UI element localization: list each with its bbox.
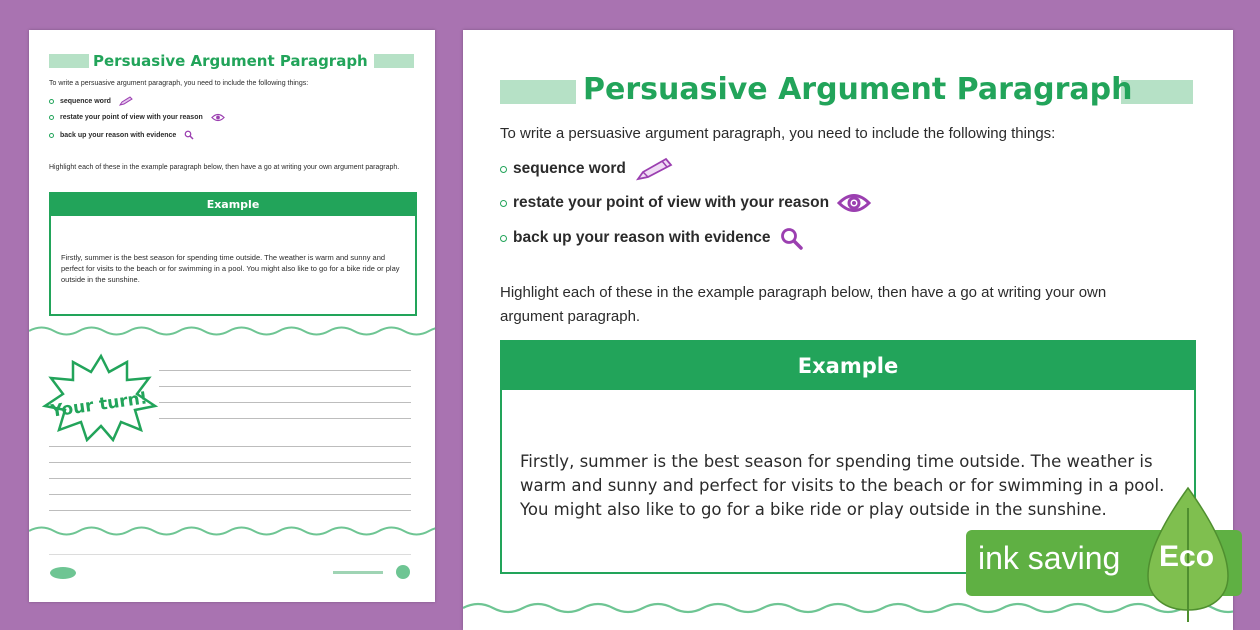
wave-divider: [463, 598, 1233, 618]
small-bullet-1: [49, 96, 133, 106]
bullet-dot: [49, 115, 54, 120]
small-example-heading: Example: [51, 194, 415, 216]
wave-divider-top: [29, 324, 435, 338]
small-intro: To write a persuasive argument paragraph, you need to include the following things:: [49, 80, 309, 87]
intro-text: To write a persuasive argument paragraph, you need to include the following things:: [500, 125, 1056, 142]
pencil-icon: [119, 96, 133, 106]
small-bullet-3-label: back up your reason with evidence: [60, 131, 177, 139]
small-instruction: Highlight each of these in the example paragraph below, then have a go at writing your own argument paragraph.: [49, 164, 400, 171]
example-heading: Example: [502, 342, 1194, 390]
page-title: Persuasive Argument Paragraph: [583, 72, 1133, 107]
ink-saving-label: ink saving: [978, 540, 1121, 576]
writing-line: [49, 494, 411, 495]
footer-page-marker: [333, 571, 383, 574]
title-bar-left: [49, 54, 89, 68]
wave-divider-bottom: [29, 524, 435, 538]
writing-line: [159, 418, 411, 419]
title-bar-right: [374, 54, 414, 68]
footer-logo-icon: [49, 566, 77, 580]
instruction-line-1: Highlight each of these in the example paragraph below, then have a go at writing your own: [500, 284, 1107, 301]
small-bullet-2: [49, 113, 225, 122]
writing-line: [49, 478, 411, 479]
small-title: Persuasive Argument Paragraph: [93, 52, 368, 70]
eye-icon: [211, 113, 225, 122]
writing-line: [159, 386, 411, 387]
small-bullet-2-label: restate your point of view with your reason: [60, 114, 203, 121]
writing-line: [49, 446, 411, 447]
footer-badge-icon: [395, 564, 411, 580]
writing-line: [159, 370, 411, 371]
bullet-dot: [49, 99, 54, 104]
footer-rule: [49, 554, 411, 555]
eye-icon: [837, 193, 871, 213]
small-example-box: [49, 192, 417, 316]
your-turn-text: Your turn!: [49, 388, 149, 422]
bullet-restate: [500, 192, 871, 214]
magnifier-icon: [184, 130, 194, 140]
bullet-sequence-word-label: sequence word: [513, 160, 626, 177]
title-bar-left: [500, 80, 576, 104]
your-turn-burst: [41, 352, 161, 442]
bullet-evidence-label: back up your reason with evidence: [513, 229, 771, 246]
small-bullet-1-label: sequence word: [60, 97, 111, 105]
bullet-dot: [500, 235, 507, 242]
worksheet-preview-small: [29, 30, 435, 602]
pencil-icon: [634, 156, 674, 182]
small-bullet-3: [49, 130, 194, 140]
small-example-text: Firstly, summer is the best season for spending time outside. The weather is warm and sunny and perfect for visits to the beach or for swimming in a pool. You might also like to go for a bike ride or play outside in the sunshine.: [61, 253, 400, 284]
magnifier-icon: [779, 226, 803, 250]
example-text: Firstly, summer is the best season for spending time outside. The weather is warm and sunny and perfect for visits to the beach or for swimming in a pool. You might also like to go for a bike ride or play outside in the sunshine.: [520, 452, 1165, 519]
writing-line: [49, 462, 411, 463]
bullet-dot: [49, 133, 54, 138]
bullet-evidence: [500, 227, 803, 249]
writing-line: [49, 510, 411, 511]
eco-label: Eco: [1159, 540, 1215, 573]
bullet-dot: [500, 166, 507, 173]
bullet-restate-label: restate your point of view with your reason: [513, 194, 830, 211]
writing-line: [159, 402, 411, 403]
bullet-sequence-word: [500, 158, 674, 180]
bullet-dot: [500, 200, 507, 207]
instruction-line-2: argument paragraph.: [500, 308, 641, 325]
